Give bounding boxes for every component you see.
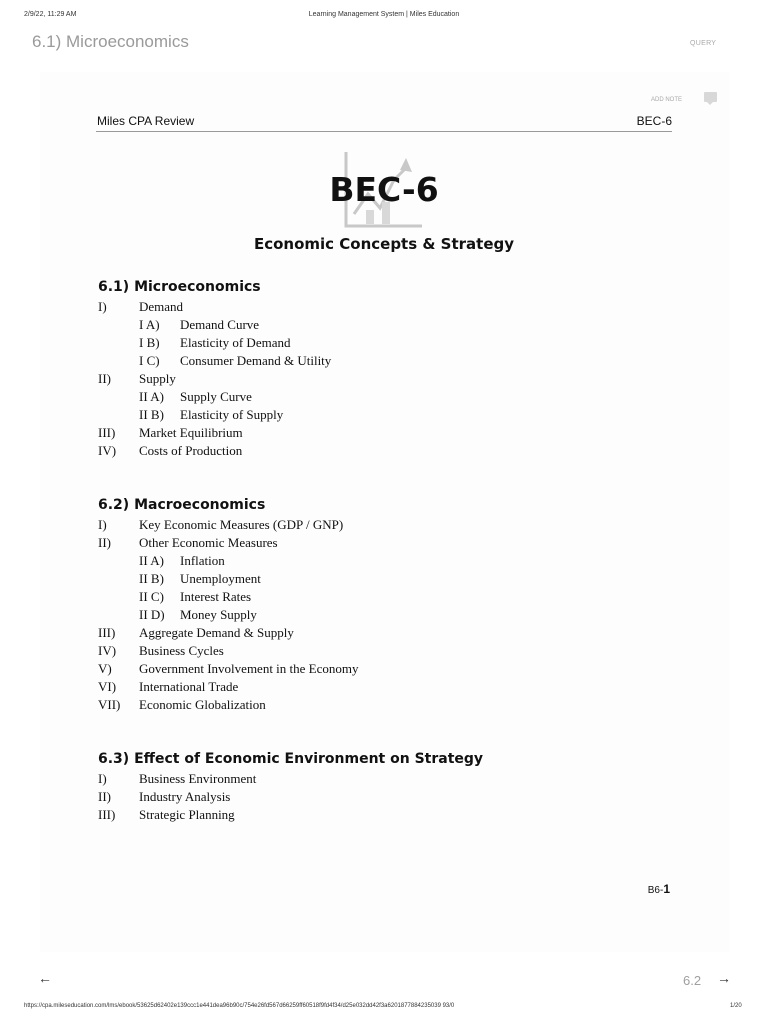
outline-number: I) — [98, 771, 107, 786]
comment-icon[interactable] — [704, 92, 717, 102]
outline-item: Economic Globalization — [139, 697, 266, 712]
outline-number: II) — [98, 371, 111, 386]
outline-number: VII) — [98, 697, 121, 712]
outline-number: IV) — [98, 443, 117, 458]
outline-subitem: Money Supply — [180, 607, 257, 622]
print-page-count: 1/20 — [730, 1003, 742, 1009]
doc-code-title: BEC-6 — [329, 170, 439, 209]
next-lesson-label[interactable]: 6.2 — [683, 973, 702, 988]
outline-subitem: Unemployment — [180, 571, 261, 586]
print-date: 2/9/22, 11:29 AM — [24, 11, 77, 18]
outline-subitem: Consumer Demand & Utility — [180, 353, 332, 368]
outline-subnumber: II B) — [139, 571, 164, 586]
outline-item: Market Equilibrium — [139, 425, 243, 440]
outline-number: I) — [98, 299, 107, 314]
arrow-right-icon[interactable]: → — [717, 970, 731, 986]
print-page-title: Learning Management System | Miles Education — [308, 11, 460, 18]
outline-item: Aggregate Demand & Supply — [139, 625, 294, 640]
outline-subnumber: II C) — [139, 589, 164, 604]
outline-subnumber: I B) — [139, 335, 160, 350]
outline-number: I) — [98, 517, 107, 532]
print-url: https://cpa.mileseducation.com/lms/ebook/53625d62402e139ccc1e441dea96b90c/754e26fd567d66259ff60518f9fd4f34/d25e032dd42f3a6201877884235039 93/0 — [24, 1003, 455, 1009]
header-divider — [96, 131, 672, 132]
outline-item: Demand — [139, 299, 184, 314]
outline-number: II) — [98, 789, 111, 804]
doc-header-right: BEC-6 — [636, 114, 672, 128]
outline-subitem: Inflation — [180, 553, 225, 568]
outline-item: Government Involvement in the Economy — [139, 661, 359, 676]
outline-subnumber: II A) — [139, 553, 164, 568]
outline-item: Supply — [139, 371, 176, 386]
outline-item: Strategic Planning — [139, 807, 235, 822]
outline-number: III) — [98, 625, 116, 640]
outline-item: Other Economic Measures — [139, 535, 278, 550]
doc-subtitle: Economic Concepts & Strategy — [253, 235, 515, 253]
section-heading: 6.3) Effect of Economic Environment on Strategy — [98, 751, 484, 767]
outline-subnumber: II B) — [139, 407, 164, 422]
page-number-value: 1 — [663, 882, 670, 896]
outline-item: Industry Analysis — [139, 789, 231, 804]
outline-item: Business Environment — [139, 771, 257, 786]
outline-subitem: Elasticity of Supply — [180, 407, 284, 422]
outline-item: Business Cycles — [139, 643, 224, 658]
outline-subnumber: I C) — [139, 353, 160, 368]
outline-item: Costs of Production — [139, 443, 243, 458]
outline-number: VI) — [98, 679, 117, 694]
section-heading: 6.1) Microeconomics — [98, 279, 261, 295]
outline-subnumber: II D) — [139, 607, 165, 622]
outline-subitem: Supply Curve — [180, 389, 252, 404]
page-number — [600, 882, 670, 896]
outline-number: II) — [98, 535, 111, 550]
outline-number: III) — [98, 807, 116, 822]
query-button[interactable]: QUERY — [690, 40, 717, 47]
outline-item: International Trade — [139, 679, 239, 694]
outline-number: IV) — [98, 643, 117, 658]
section-heading: 6.2) Macroeconomics — [98, 497, 266, 513]
lesson-title: 6.1) Microeconomics — [32, 32, 189, 51]
add-note-button[interactable]: ADD NOTE — [651, 97, 683, 103]
outline-subnumber: II A) — [139, 389, 164, 404]
outline-subnumber: I A) — [139, 317, 160, 332]
arrow-left-icon[interactable]: ← — [38, 970, 52, 986]
outline-number: III) — [98, 425, 116, 440]
outline-subitem: Elasticity of Demand — [180, 335, 291, 350]
doc-header-left: Miles CPA Review — [97, 114, 195, 128]
page-prefix: B6- — [647, 885, 664, 896]
outline-subitem: Demand Curve — [180, 317, 260, 332]
outline-number: V) — [98, 661, 112, 676]
outline-subitem: Interest Rates — [180, 589, 252, 604]
outline-item: Key Economic Measures (GDP / GNP) — [139, 517, 344, 532]
